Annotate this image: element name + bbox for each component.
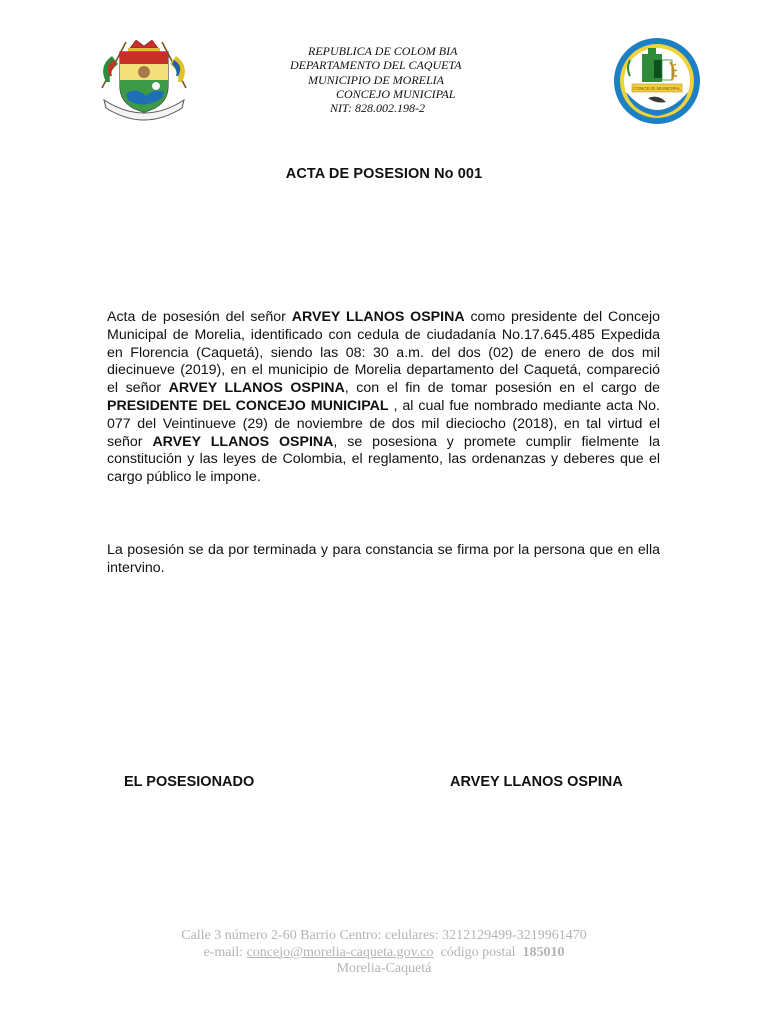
p1-text-3: , con el fin de tomar posesión en el cargo de [344,380,660,397]
council-seal-logo [612,36,702,126]
footer-postal-code: 185010 [522,944,565,960]
header-nit: NIT: 828.002.198-2 [330,101,426,116]
footer-email-label: e-mail: [203,944,247,960]
body-paragraph-2: La posesión se da por terminada y para constancia se firma por la persona que en ella intervino. [107,542,660,576]
seal-banner-text: CONCEJO MUNICIPAL [633,86,681,91]
p1-name-1: ARVEY LLANOS OSPINA [291,309,465,325]
footer-city: Morelia-Caquetá [336,961,432,976]
signature-label: EL POSESIONADO [124,774,255,790]
p1-name-3: ARVEY LLANOS OSPINA [152,433,334,450]
p1-text-1: Acta de posesión del señor [107,309,292,325]
coat-of-arms-icon [96,36,192,122]
footer-email-link[interactable]: concejo@morelia-caqueta.gov.co [246,944,434,960]
footer-address: Calle 3 número 2-60 Barrio Centro: celulares: 3212129499-3219961470 [181,928,587,943]
body-paragraph-1 [107,309,660,487]
header-municipality: MUNICIPIO DE MORELIA [308,72,444,87]
header-council: CONCEJO MUNICIPAL [336,86,456,101]
p1-text-4: , al cual fue nombrado mediante acta No. 077 del Veintinueve (29) de noviembre de dos mil dieciocho (2018), en tal virtud el señor [107,397,660,450]
signature-name: ARVEY LLANOS OSPINA [450,774,623,790]
header-department: DEPARTAMENTO DEL CAQUETA [290,58,462,73]
title-text: ACTA DE POSESION No 001 [285,166,483,182]
p1-name-2: ARVEY LLANOS OSPINA [168,380,345,397]
footer [0,928,768,978]
document-title [0,166,768,182]
footer-postal-label: código postal [433,944,523,960]
p1-text-2: como presidente del Concejo Municipal de Morelia, identificado con cedula de ciudadanía No.17.645.485 Expedida en Florencia (Caquetá), siendo las 08: 30 a.m. del dos (02) de enero de dos mil diecinueve (2019), en el municipio de Morelia departamento del Caquetá, compareció el señor [107,309,661,397]
letterhead [240,44,530,115]
footer-contact-line [0,945,768,962]
p1-text-5: , se posesiona y promete cumplir fielmente la constitución y las leyes de Colombia, el reglamento, las ordenanzas y deberes que el cargo público le impone. [107,433,661,486]
p1-position-title: PRESIDENTE DEL CONCEJO MUNICIPAL [107,397,389,414]
council-seal-icon [612,36,702,126]
header-country: REPUBLICA DE COLOM BIA [308,44,458,58]
coat-of-arms-logo [96,36,192,122]
